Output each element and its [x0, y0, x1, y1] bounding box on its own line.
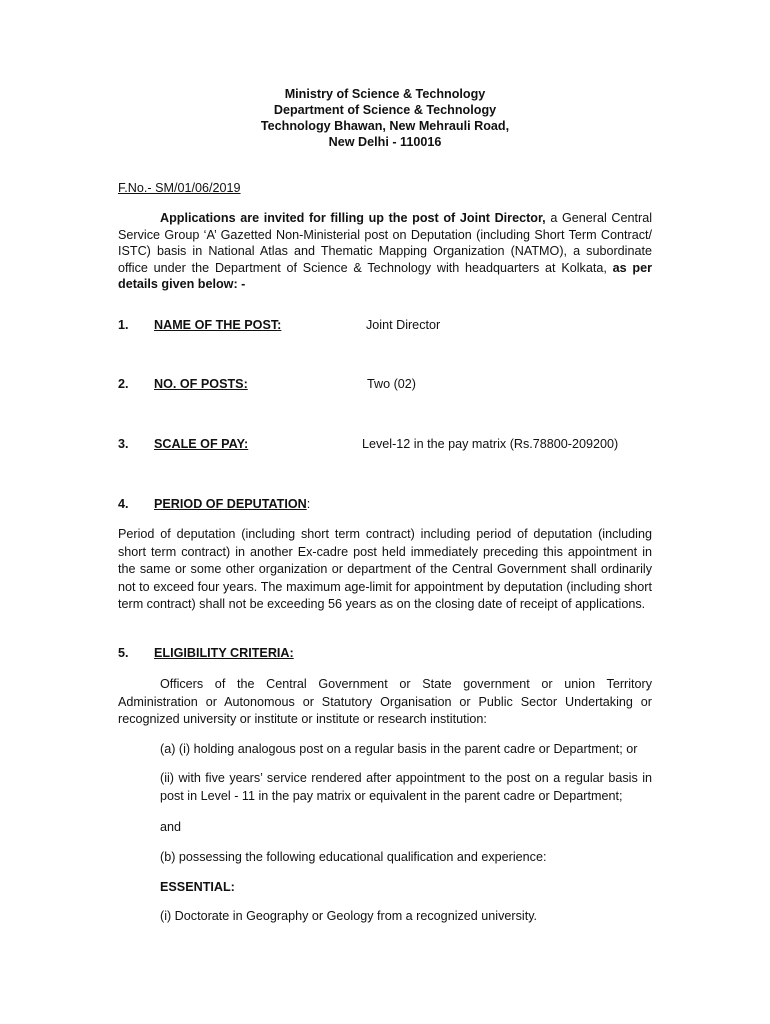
eligibility-intro: Officers of the Central Government or State government or union Territory Administration or Autonomous or Statutory Organisation or Public Sector Undertaking or recognized university or institute or institute or research institution:	[118, 677, 652, 727]
item-value-no-of-posts: Two (02)	[367, 377, 416, 391]
item-label-eligibility-criteria	[154, 646, 294, 660]
item-value-scale-of-pay: Level-12 in the pay matrix (Rs.78800-209200)	[362, 437, 619, 451]
conjunction-and: and	[160, 820, 182, 834]
city-pin: New Delhi - 110016	[328, 135, 442, 149]
intro-paragraph	[118, 210, 652, 293]
item-label-text: PERIOD OF DEPUTATION	[154, 497, 307, 511]
letterhead	[0, 86, 770, 150]
intro-bold-tail: as per details given below: -	[118, 260, 653, 292]
item-label-scale-of-pay	[154, 437, 248, 451]
item-label-text: NO. OF POSTS:	[154, 377, 248, 391]
item-label-text: NAME OF THE POST	[154, 318, 278, 332]
item-label-period-of-deputation	[154, 497, 310, 511]
deputation-paragraph: Period of deputation (including short term contract) including period of deputation (including short term contract) in another Ex-cadre post held immediately preceding this appointment in the same or some other organization or department of the Central Government shall ordinarily not to exceed four years. The maximum age-limit for appointment by deputation (including short term contract) shall not be exceeding 56 years as on the closing date of receipt of applications.	[118, 527, 652, 612]
address-line: Technology Bhawan, New Mehrauli Road,	[260, 119, 510, 133]
item-label-no-of-posts	[154, 377, 248, 391]
intro-bold-lead: Applications are invited for filling up the post of Joint Director,	[160, 211, 546, 225]
item-label-suffix: :	[244, 437, 249, 451]
criterion-a-i: (a) (i) holding analogous post on a regular basis in the parent cadre or Department; or	[160, 742, 638, 756]
department-name: Department of Science & Technology	[273, 103, 497, 117]
criterion-b: (b) possessing the following educational qualification and experience:	[160, 850, 547, 864]
file-number: F.No.- SM/01/06/2019	[118, 181, 241, 195]
item-label-text: ELIGIBILITY CRITERIA:	[154, 646, 294, 660]
item-number-5: 5.	[118, 646, 129, 660]
item-label-suffix: :	[306, 497, 311, 511]
essential-item-1: (i) Doctorate in Geography or Geology from a recognized university.	[160, 909, 538, 923]
intro-body: a General Central Service Group ‘A’ Gazetted Non-Ministerial post on Deputation (including Short Term Contract/ ISTC) basis in National Atlas and Thematic Mapping Organization (NATMO), a subordinate office under the Department of Science & Technology with headquarters at Kolkata,	[118, 211, 652, 275]
essential-heading: ESSENTIAL:	[160, 880, 235, 894]
item-label-text: SCALE OF PAY	[154, 437, 245, 451]
item-label-suffix: :	[277, 318, 282, 332]
item-number-2: 2.	[118, 377, 129, 391]
item-number-4: 4.	[118, 497, 129, 511]
item-number-3: 3.	[118, 437, 129, 451]
item-value-post-name: Joint Director	[366, 318, 441, 332]
criterion-a-ii: (ii) with five years’ service rendered after appointment to the post on a regular basis in post in Level - 11 in the pay matrix or equivalent in the parent cadre or Department;	[160, 771, 652, 803]
item-number-1: 1.	[118, 318, 129, 332]
ministry-name: Ministry of Science & Technology	[284, 87, 486, 101]
item-label-name-of-post	[154, 318, 281, 332]
